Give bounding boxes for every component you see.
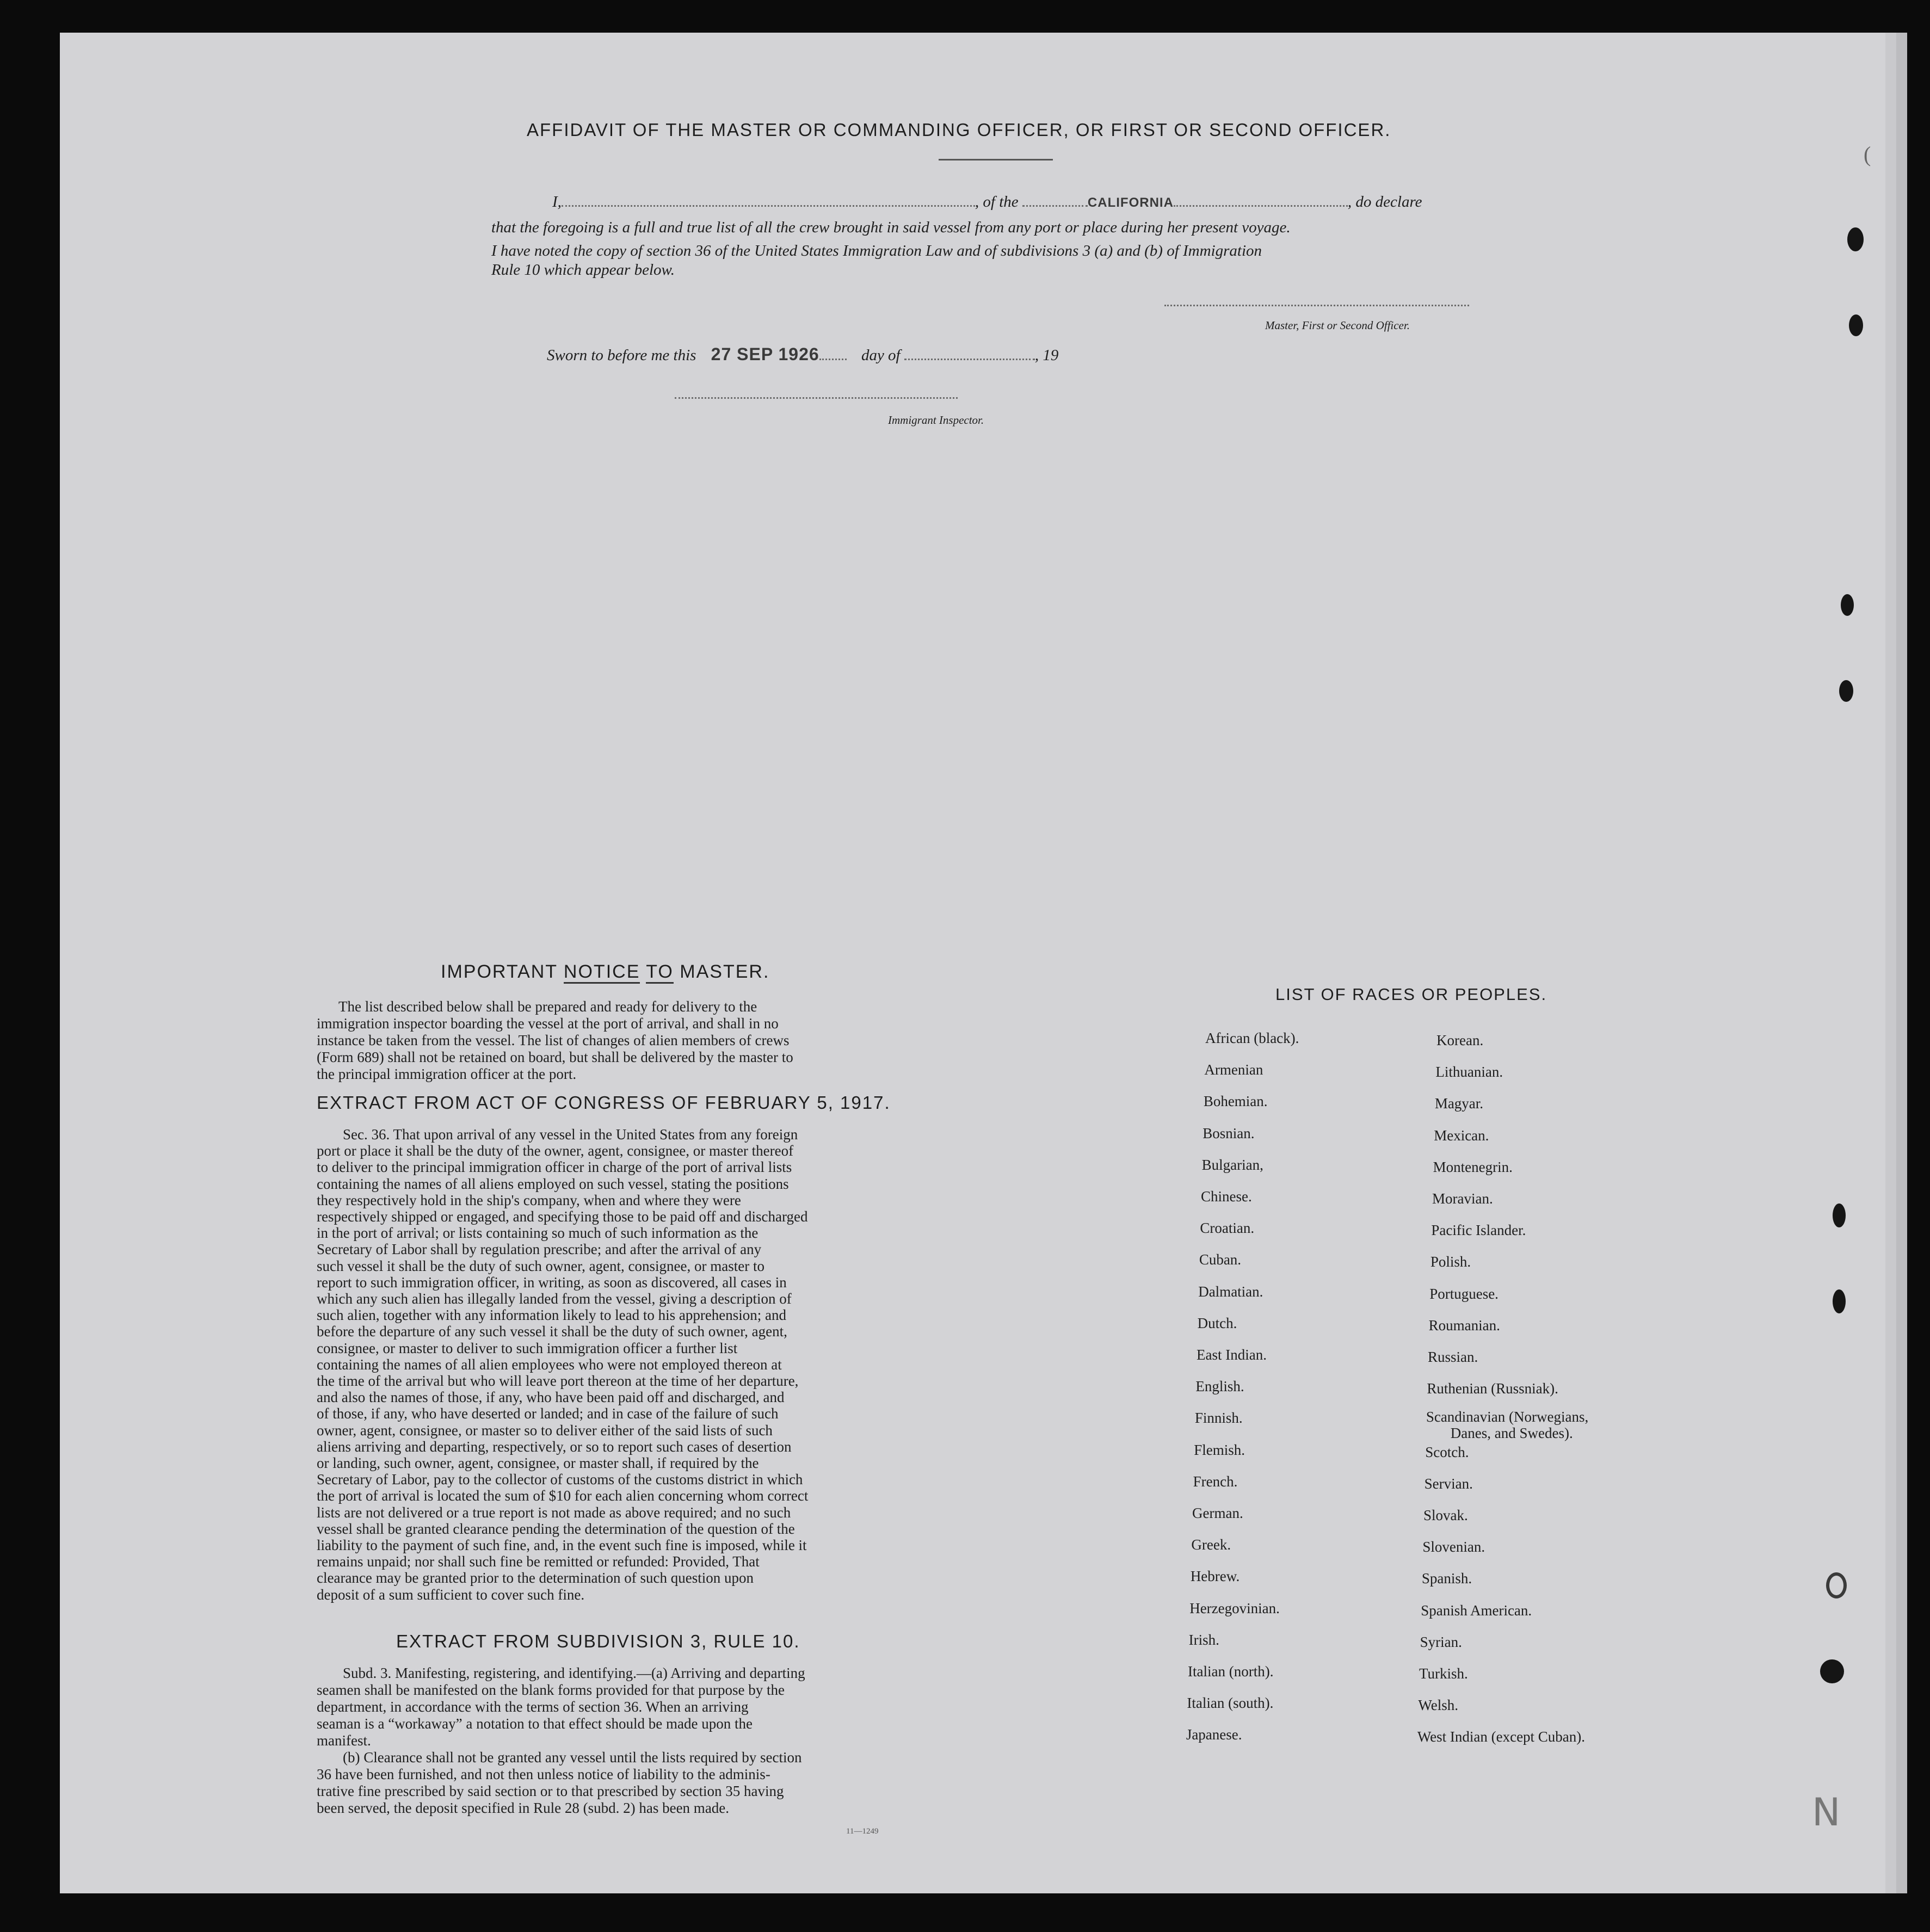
margin-mark: ( xyxy=(1864,142,1871,166)
race-entry: Turkish. xyxy=(1419,1665,1468,1682)
date-stamp: 27 SEP 1926 xyxy=(711,344,819,364)
affidavit-i: I, xyxy=(552,193,562,211)
act-line: to deliver to the principal immigration officer in charge of the port of arrival lists xyxy=(317,1159,792,1176)
act-line: the port of arrival is located the sum of $10 for each alien concerning whom correct xyxy=(317,1487,809,1504)
act-line: before the departure of any such vessel it shall be the duty of such owner, agent, xyxy=(317,1323,787,1340)
rule-line: been served, the deposit specified in Rule 28 (subd. 2) has been made. xyxy=(317,1800,730,1816)
binder-hole xyxy=(1849,314,1863,336)
affidavit-line-1 xyxy=(552,190,1422,214)
notice-title xyxy=(441,961,769,983)
race-entry: Montenegrin. xyxy=(1433,1158,1513,1175)
races-title: LIST OF RACES OR PEOPLES. xyxy=(1275,985,1547,1004)
notice-line: instance be taken from the vessel. The list of changes of alien members of crews xyxy=(317,1032,790,1048)
race-entry: Italian (north). xyxy=(1188,1663,1274,1680)
act-line: or landing, such owner, agent, consignee, or master shall, if required by the xyxy=(317,1455,759,1472)
rule-line: trative fine prescribed by said section or to that prescribed by section 35 having xyxy=(317,1783,784,1799)
act-line: remains unpaid; nor shall such fine be remitted or refunded: Provided, That xyxy=(317,1553,760,1570)
affidavit-line-2: that the foregoing is a full and true list of all the crew brought in said vessel from any port or place during her present voyage. xyxy=(491,219,1291,236)
race-entry: Pacific Islander. xyxy=(1431,1222,1526,1239)
extract-rule-title: EXTRACT FROM SUBDIVISION 3, RULE 10. xyxy=(396,1631,800,1651)
race-entry: Italian (south). xyxy=(1187,1695,1274,1712)
act-line: port or place it shall be the duty of the owner, agent, consignee, or master thereof xyxy=(317,1143,794,1159)
extract-act-body xyxy=(317,1126,920,1603)
act-line: the time of the arrival but who will leave port thereon at the time of her departure, xyxy=(317,1373,799,1390)
race-entry: Moravian. xyxy=(1432,1190,1493,1207)
act-line: containing the names of all alien employees who were not employed thereon at xyxy=(317,1356,782,1373)
race-entry: Dalmatian. xyxy=(1198,1283,1263,1300)
master-caption: Master, First or Second Officer. xyxy=(1265,319,1410,332)
race-entry: Bosnian. xyxy=(1203,1125,1255,1141)
act-line: deposit of a sum sufficient to cover such fine. xyxy=(317,1586,585,1603)
act-line: consignee, or master to deliver to such immigration officer a further list xyxy=(317,1340,738,1356)
binder-hole xyxy=(1833,1203,1846,1227)
race-entry: Magyar. xyxy=(1434,1095,1484,1112)
race-entry: Ruthenian (Russniak). xyxy=(1427,1380,1558,1397)
race-entry: English. xyxy=(1195,1378,1244,1395)
extract-act-title: EXTRACT FROM ACT OF CONGRESS OF FEBRUARY 5, 1917. xyxy=(317,1092,891,1113)
year-prefix: , 19 xyxy=(1034,347,1059,364)
notice-word-to: TO xyxy=(646,961,674,984)
binder-hole xyxy=(1841,594,1854,616)
act-line: lists are not delivered or a true report is not made as above required; and no such xyxy=(317,1504,791,1521)
rule-line: manifest. xyxy=(317,1732,371,1749)
act-line: they respectively hold in the ship's company, when and where they were xyxy=(317,1192,741,1208)
vessel-blank-pre xyxy=(1022,205,1088,207)
binder-hole xyxy=(1847,227,1864,251)
race-entry: Korean. xyxy=(1436,1032,1484,1048)
race-entry: Dutch. xyxy=(1197,1314,1237,1331)
race-entry: Bohemian. xyxy=(1203,1093,1268,1110)
binder-hole xyxy=(1839,680,1853,702)
inspector-signature-line xyxy=(675,397,958,399)
race-entry: Greek. xyxy=(1191,1536,1231,1553)
act-line: containing the names of all aliens employed on such vessel, stating the positions xyxy=(317,1175,789,1192)
race-entry: Spanish American. xyxy=(1421,1602,1532,1619)
act-line: Secretary of Labor shall by regulation prescribe; and after the arrival of any xyxy=(317,1241,762,1258)
notice-word-master: MASTER. xyxy=(680,961,770,982)
race-entry: Scandinavian (Norwegians, xyxy=(1426,1409,1589,1425)
vessel-blank-post xyxy=(1174,205,1348,207)
act-line: liability to the payment of such fine, and, in the event such fine is imposed, while it xyxy=(317,1537,807,1554)
affidavit-of-the: , of the xyxy=(975,193,1019,211)
race-entry: Servian. xyxy=(1424,1475,1473,1492)
affidavit-title: AFFIDAVIT OF THE MASTER OR COMMANDING OFFICER, OR FIRST OR SECOND OFFICER. xyxy=(527,120,1391,140)
act-line: and also the names of those, if any, who have been paid off and discharged, and xyxy=(317,1389,785,1406)
rule-line: seaman is a “workaway” a notation to that effect should be made upon the xyxy=(317,1715,753,1732)
notice-line: immigration inspector boarding the vessel at the port of arrival, and shall in no xyxy=(317,1015,779,1032)
affidavit-declare: , do declare xyxy=(1347,193,1422,211)
race-entry: African (black). xyxy=(1205,1030,1299,1046)
race-entry: Slovenian. xyxy=(1422,1539,1485,1556)
race-entry: Polish. xyxy=(1430,1254,1471,1270)
binder-hole xyxy=(1826,1572,1847,1598)
master-signature-line xyxy=(1164,305,1469,306)
sworn-day-blank xyxy=(819,359,847,360)
race-entry: Bulgarian, xyxy=(1201,1156,1263,1173)
race-entry: German. xyxy=(1192,1505,1243,1521)
form-number: 11—1249 xyxy=(846,1827,879,1836)
margin-mark: N xyxy=(1812,1790,1841,1835)
race-entry: Croatian. xyxy=(1200,1220,1255,1237)
race-entry: Herzegovinian. xyxy=(1189,1600,1280,1616)
act-line: Sec. 36. That upon arrival of any vessel in the United States from any foreign xyxy=(343,1126,798,1143)
race-entry: Syrian. xyxy=(1420,1633,1462,1650)
act-line: vessel shall be granted clearance pending the determination of the question of the xyxy=(317,1520,795,1537)
title-underline xyxy=(939,159,1053,161)
document-page xyxy=(60,33,1885,1893)
affidavit-line-3: I have noted the copy of section 36 of the United States Immigration Law and of subdivisions 3 (a) and (b) of Immigration xyxy=(491,242,1262,260)
sworn-line xyxy=(547,343,1058,367)
act-line: owner, agent, consignee, or master so to deliver either of the said lists of such xyxy=(317,1422,773,1439)
month-blank xyxy=(904,359,1035,360)
race-entry: Armenian xyxy=(1204,1061,1263,1078)
notice-line: the principal immigration officer at the port. xyxy=(317,1066,577,1082)
race-entry: Slovak. xyxy=(1423,1507,1468,1523)
notice-word-notice: NOTICE xyxy=(564,961,640,984)
rule-line: seamen shall be manifested on the blank forms provided for that purpose by the xyxy=(317,1682,785,1698)
rule-line: department, in accordance with the terms of section 36. When an arriving xyxy=(317,1699,749,1715)
inspector-caption: Immigrant Inspector. xyxy=(888,413,984,427)
day-of-label: day of xyxy=(861,347,901,364)
master-name-blank xyxy=(562,205,975,207)
race-entry: Roumanian. xyxy=(1428,1317,1500,1334)
race-entry: Irish. xyxy=(1188,1631,1219,1648)
race-entry: Hebrew. xyxy=(1190,1568,1240,1585)
race-entry-continuation: Danes, and Swedes). xyxy=(1450,1425,1573,1442)
rule-line: Subd. 3. Manifesting, registering, and identifying.—(a) Arriving and departing xyxy=(343,1665,805,1681)
vessel-name-stamp: CALIFORNIA xyxy=(1087,195,1174,210)
notice-line: The list described below shall be prepared and ready for delivery to the xyxy=(338,998,757,1015)
back-sheet-edge-outer xyxy=(1888,52,1903,1880)
act-line: clearance may be granted prior to the determination of such question upon xyxy=(317,1570,754,1587)
act-line: respectively shipped or engaged, and specifying those to be paid off and discharged xyxy=(317,1208,808,1225)
race-entry: Portuguese. xyxy=(1429,1285,1499,1302)
notice-body xyxy=(317,998,923,1083)
race-entry: Russian. xyxy=(1428,1349,1478,1365)
race-entry: East Indian. xyxy=(1197,1347,1267,1363)
race-entry: Welsh. xyxy=(1418,1697,1458,1714)
act-line: Secretary of Labor, pay to the collector of customs of the customs district in which xyxy=(317,1471,803,1488)
act-line: such vessel it shall be the duty of such owner, agent, consignee, or master to xyxy=(317,1257,764,1274)
race-entry: Finnish. xyxy=(1194,1410,1243,1427)
race-entry: Japanese. xyxy=(1186,1726,1242,1743)
binder-hole xyxy=(1820,1659,1844,1683)
act-line: aliens arriving and departing, respectively, or so to report such cases of desertion xyxy=(317,1438,792,1455)
notice-word-important: IMPORTANT xyxy=(441,961,558,982)
rule-line: 36 have been furnished, and not then unless notice of liability to the adminis- xyxy=(317,1766,770,1782)
binder-hole xyxy=(1833,1289,1846,1313)
rule-line: (b) Clearance shall not be granted any vessel until the lists required by section xyxy=(343,1749,802,1766)
extract-rule-body xyxy=(317,1665,916,1817)
race-entry: French. xyxy=(1193,1473,1238,1490)
race-entry: Lithuanian. xyxy=(1435,1064,1503,1081)
act-line: report to such immigration officer, in writing, as soon as discovered, all cases in xyxy=(317,1274,787,1291)
affidavit-line-4: Rule 10 which appear below. xyxy=(491,261,675,279)
race-entry: Spanish. xyxy=(1421,1570,1472,1587)
notice-line: (Form 689) shall not be retained on board, but shall be delivered by the master to xyxy=(317,1049,793,1065)
race-entry: Chinese. xyxy=(1201,1188,1252,1205)
act-line: such alien, together with any information likely to lead to his apprehension; and xyxy=(317,1307,787,1324)
race-entry: Scotch. xyxy=(1425,1443,1469,1460)
act-line: in the port of arrival; or lists containing so much of such information as the xyxy=(317,1225,759,1242)
race-entry: Flemish. xyxy=(1194,1441,1245,1458)
act-line: of those, if any, who have deserted or landed; and in case of the failure of such xyxy=(317,1405,779,1422)
sworn-prefix: Sworn to before me this xyxy=(547,347,696,364)
act-line: which any such alien has illegally landed from the vessel, giving a description of xyxy=(317,1291,792,1307)
race-entry: Cuban. xyxy=(1199,1251,1242,1268)
race-entry: Mexican. xyxy=(1434,1127,1489,1144)
race-entry: West Indian (except Cuban). xyxy=(1417,1729,1586,1745)
